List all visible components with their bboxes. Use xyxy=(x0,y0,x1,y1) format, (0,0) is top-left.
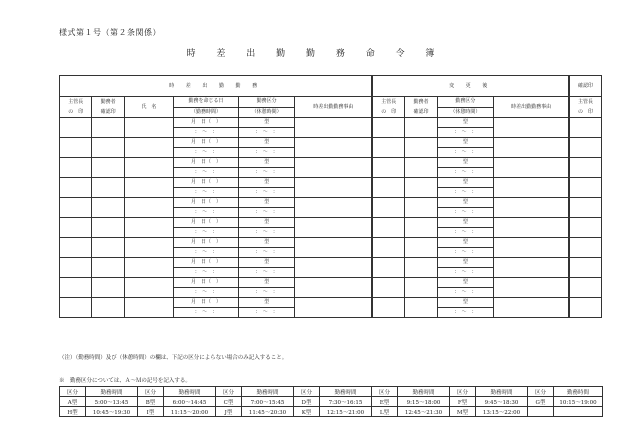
reason-cell[interactable] xyxy=(295,158,372,178)
worker-seal-cell[interactable] xyxy=(92,258,124,278)
work-type-hours: 7:30～16:15 xyxy=(320,397,372,407)
change-worker-seal-cell[interactable] xyxy=(405,218,437,238)
break-time-cell[interactable]: ： ～ ： xyxy=(238,208,294,218)
codes-header-row xyxy=(60,387,603,397)
supervisor-seal-cell[interactable] xyxy=(60,238,92,258)
work-type-cell[interactable]: 型 xyxy=(238,258,294,268)
change-work-type-cell[interactable]: 型 xyxy=(437,158,493,168)
change-break-time-cell[interactable]: ： ～ ： xyxy=(437,128,493,138)
work-time-cell[interactable]: ： ～ ： xyxy=(174,128,239,138)
header-order-date: 勤務を命じる日 xyxy=(174,97,239,108)
change-supervisor-seal-cell[interactable] xyxy=(372,278,404,298)
worker-seal-cell[interactable] xyxy=(92,298,124,318)
work-type-code: K型 xyxy=(294,407,320,417)
reason-cell[interactable] xyxy=(295,278,372,298)
change-break-time-cell[interactable]: ： ～ ： xyxy=(437,168,493,178)
worker-seal-cell[interactable] xyxy=(92,118,124,138)
work-time-cell[interactable]: ： ～ ： xyxy=(174,188,239,198)
work-type-code: B型 xyxy=(138,397,164,407)
work-type-hours: 10:45～19:30 xyxy=(86,407,138,417)
work-type-cell[interactable]: 型 xyxy=(238,198,294,208)
codes-header-category: 区分 xyxy=(138,387,164,397)
confirm-seal-cell[interactable] xyxy=(569,238,602,258)
name-cell[interactable] xyxy=(124,198,173,218)
break-time-cell[interactable]: ： ～ ： xyxy=(238,268,294,278)
codes-header-hours: 勤務時間 xyxy=(554,387,603,397)
confirm-seal-cell[interactable] xyxy=(569,138,602,158)
order-date-cell[interactable]: 月 日（ ） xyxy=(174,118,239,128)
work-time-cell[interactable]: ： ～ ： xyxy=(174,248,239,258)
work-type-hours: 9:45～18:30 xyxy=(476,397,528,407)
work-type-hours: 5:00～13:45 xyxy=(86,397,138,407)
name-cell[interactable] xyxy=(124,218,173,238)
change-worker-seal-cell[interactable] xyxy=(405,298,437,318)
header-change-supervisor-seal: 主管長 の 印 xyxy=(372,97,404,118)
codes-header-category: 区分 xyxy=(450,387,476,397)
change-work-type-cell[interactable]: 型 xyxy=(437,278,493,288)
work-type-code: L型 xyxy=(372,407,398,417)
order-date-cell[interactable]: 月 日（ ） xyxy=(174,278,239,288)
reason-cell[interactable] xyxy=(295,258,372,278)
work-time-cell[interactable]: ： ～ ： xyxy=(174,208,239,218)
ledger-entry-row xyxy=(60,158,602,168)
change-worker-seal-cell[interactable] xyxy=(405,138,437,158)
change-supervisor-seal-cell[interactable] xyxy=(372,258,404,278)
break-time-cell[interactable]: ： ～ ： xyxy=(238,148,294,158)
ledger-entry-row xyxy=(60,298,602,308)
change-supervisor-seal-cell[interactable] xyxy=(372,118,404,138)
order-date-cell[interactable]: 月 日（ ） xyxy=(174,198,239,208)
break-time-cell[interactable]: ： ～ ： xyxy=(238,128,294,138)
work-type-code: A型 xyxy=(60,397,86,407)
codes-header-hours: 勤務時間 xyxy=(164,387,216,397)
change-break-time-cell[interactable]: ： ～ ： xyxy=(437,248,493,258)
header-break-time: （休憩時間） xyxy=(238,107,294,118)
worker-seal-cell[interactable] xyxy=(92,238,124,258)
ledger-entry-row xyxy=(60,238,602,248)
confirm-seal-cell[interactable] xyxy=(569,178,602,198)
change-worker-seal-cell[interactable] xyxy=(405,118,437,138)
break-time-cell[interactable]: ： ～ ： xyxy=(238,188,294,198)
change-break-time-cell[interactable]: ： ～ ： xyxy=(437,148,493,158)
change-worker-seal-cell[interactable] xyxy=(405,178,437,198)
header-change-reason: 時差出勤勤務事由 xyxy=(494,97,569,118)
work-type-cell[interactable]: 型 xyxy=(238,238,294,248)
change-work-type-cell[interactable]: 型 xyxy=(437,178,493,188)
break-time-cell[interactable]: ： ～ ： xyxy=(238,308,294,318)
ledger-entry-row xyxy=(60,118,602,128)
change-reason-cell[interactable] xyxy=(494,238,569,258)
form-number: 様式第１号（第２条関係） xyxy=(59,28,161,37)
header-reason: 時差出勤勤務事由 xyxy=(295,97,372,118)
change-work-type-cell[interactable]: 型 xyxy=(437,138,493,148)
header-name: 氏 名 xyxy=(124,97,173,118)
supervisor-seal-cell[interactable] xyxy=(60,138,92,158)
codes-row xyxy=(60,407,603,417)
name-cell[interactable] xyxy=(124,238,173,258)
codes-header-hours: 勤務時間 xyxy=(242,387,294,397)
break-time-cell[interactable]: ： ～ ： xyxy=(238,168,294,178)
supervisor-seal-cell[interactable] xyxy=(60,218,92,238)
change-reason-cell[interactable] xyxy=(494,138,569,158)
name-cell[interactable] xyxy=(124,278,173,298)
work-type-cell[interactable]: 型 xyxy=(238,178,294,188)
worker-seal-cell[interactable] xyxy=(92,198,124,218)
work-time-cell[interactable]: ： ～ ： xyxy=(174,308,239,318)
confirm-seal-cell[interactable] xyxy=(569,118,602,138)
codes-header-category: 区分 xyxy=(294,387,320,397)
order-date-cell[interactable]: 月 日（ ） xyxy=(174,158,239,168)
change-worker-seal-cell[interactable] xyxy=(405,258,437,278)
codes-header-category: 区分 xyxy=(528,387,554,397)
change-work-type-cell[interactable]: 型 xyxy=(437,218,493,228)
work-type-hours: 12:15～21:00 xyxy=(320,407,372,417)
reason-cell[interactable] xyxy=(295,118,372,138)
change-worker-seal-cell[interactable] xyxy=(405,198,437,218)
change-reason-cell[interactable] xyxy=(494,298,569,318)
header-change-work-type: 勤務区分 xyxy=(437,97,493,108)
codes-header-hours: 勤務時間 xyxy=(398,387,450,397)
work-type-hours: 9:15～18:00 xyxy=(398,397,450,407)
change-supervisor-seal-cell[interactable] xyxy=(372,298,404,318)
confirm-seal-cell[interactable] xyxy=(569,298,602,318)
supervisor-seal-cell[interactable] xyxy=(60,178,92,198)
work-type-cell[interactable]: 型 xyxy=(238,158,294,168)
order-date-cell[interactable]: 月 日（ ） xyxy=(174,238,239,248)
change-worker-seal-cell[interactable] xyxy=(405,158,437,178)
name-cell[interactable] xyxy=(124,178,173,198)
work-type-hours: 6:00～14:45 xyxy=(164,397,216,407)
supervisor-seal-cell[interactable] xyxy=(60,198,92,218)
ledger-entry-row xyxy=(60,198,602,208)
work-type-code: G型 xyxy=(528,397,554,407)
work-type-cell[interactable]: 型 xyxy=(238,278,294,288)
work-type-code: E型 xyxy=(372,397,398,407)
worker-seal-cell[interactable] xyxy=(92,158,124,178)
change-work-type-cell[interactable]: 型 xyxy=(437,238,493,248)
worker-seal-cell[interactable] xyxy=(92,178,124,198)
reason-cell[interactable] xyxy=(295,238,372,258)
change-supervisor-seal-cell[interactable] xyxy=(372,138,404,158)
name-cell[interactable] xyxy=(124,158,173,178)
work-type-code: I型 xyxy=(138,407,164,417)
break-time-cell[interactable]: ： ～ ： xyxy=(238,248,294,258)
worker-seal-cell[interactable] xyxy=(92,278,124,298)
change-reason-cell[interactable] xyxy=(494,198,569,218)
work-type-code: H型 xyxy=(60,407,86,417)
ledger-entry-row xyxy=(60,178,602,188)
change-break-time-cell[interactable]: ： ～ ： xyxy=(437,268,493,278)
work-type-code: M型 xyxy=(450,407,476,417)
header-change-worker-seal: 勤務者 確認印 xyxy=(405,97,437,118)
seal-section-header: 確認印 xyxy=(569,76,602,97)
change-supervisor-seal-cell[interactable] xyxy=(372,158,404,178)
order-date-cell[interactable]: 月 日（ ） xyxy=(174,218,239,228)
change-supervisor-seal-cell[interactable] xyxy=(372,218,404,238)
reason-cell[interactable] xyxy=(295,198,372,218)
header-work-type: 勤務区分 xyxy=(238,97,294,108)
reason-cell[interactable] xyxy=(295,218,372,238)
codes-header-hours: 勤務時間 xyxy=(320,387,372,397)
codes-header-hours: 勤務時間 xyxy=(476,387,528,397)
work-type-code xyxy=(528,407,554,417)
change-reason-cell[interactable] xyxy=(494,118,569,138)
name-cell[interactable] xyxy=(124,258,173,278)
order-date-cell[interactable]: 月 日（ ） xyxy=(174,178,239,188)
work-type-cell[interactable]: 型 xyxy=(238,218,294,228)
header-worker-seal: 勤務者 確認印 xyxy=(92,97,124,118)
codes-header-hours: 勤務時間 xyxy=(86,387,138,397)
header-change-break-time: （休憩時間） xyxy=(437,107,493,118)
change-reason-cell[interactable] xyxy=(494,258,569,278)
change-work-type-cell[interactable]: 型 xyxy=(437,118,493,128)
work-type-hours: 13:15～22:00 xyxy=(476,407,528,417)
order-section-header: 時 差 出 勤 勤 務 xyxy=(60,76,373,97)
change-worker-seal-cell[interactable] xyxy=(405,278,437,298)
reason-cell[interactable] xyxy=(295,298,372,318)
worker-seal-cell[interactable] xyxy=(92,138,124,158)
header-confirm-seal: 主管長 の 印 xyxy=(569,97,602,118)
work-time-cell[interactable]: ： ～ ： xyxy=(174,148,239,158)
change-reason-cell[interactable] xyxy=(494,278,569,298)
work-type-hours: 10:15～19:00 xyxy=(554,397,603,407)
change-reason-cell[interactable] xyxy=(494,158,569,178)
supervisor-seal-cell[interactable] xyxy=(60,298,92,318)
codes-header-category: 区分 xyxy=(216,387,242,397)
work-type-hours xyxy=(554,407,603,417)
change-section-header: 変 更 後 xyxy=(372,76,569,97)
change-supervisor-seal-cell[interactable] xyxy=(372,198,404,218)
change-reason-cell[interactable] xyxy=(494,178,569,198)
work-time-cell[interactable]: ： ～ ： xyxy=(174,168,239,178)
note-text: （注）（勤務時間）及び（休憩時間）の欄は、下記の区分によらない場合のみ記入すること。 xyxy=(59,355,288,361)
change-reason-cell[interactable] xyxy=(494,218,569,238)
break-time-cell[interactable]: ： ～ ： xyxy=(238,228,294,238)
work-type-hours: 11:15～20:00 xyxy=(164,407,216,417)
work-type-code: D型 xyxy=(294,397,320,407)
change-break-time-cell[interactable]: ： ～ ： xyxy=(437,308,493,318)
work-type-code: J型 xyxy=(216,407,242,417)
codes-note: ※ 勤務区分については、Ａ～Ｍの記号を記入する。 xyxy=(59,378,191,384)
change-work-type-cell[interactable]: 型 xyxy=(437,198,493,208)
change-work-type-cell[interactable]: 型 xyxy=(437,298,493,308)
worker-seal-cell[interactable] xyxy=(92,218,124,238)
codes-row xyxy=(60,397,603,407)
ledger-entry-row xyxy=(60,218,602,228)
order-date-cell[interactable]: 月 日（ ） xyxy=(174,258,239,268)
confirm-seal-cell[interactable] xyxy=(569,218,602,238)
codes-header-category: 区分 xyxy=(372,387,398,397)
confirm-seal-cell[interactable] xyxy=(569,258,602,278)
order-ledger-table xyxy=(59,75,602,318)
change-supervisor-seal-cell[interactable] xyxy=(372,238,404,258)
order-date-cell[interactable]: 月 日（ ） xyxy=(174,298,239,308)
supervisor-seal-cell[interactable] xyxy=(60,118,92,138)
work-time-cell[interactable]: ： ～ ： xyxy=(174,268,239,278)
codes-header-category: 区分 xyxy=(60,387,86,397)
confirm-seal-cell[interactable] xyxy=(569,158,602,178)
ledger-entry-row xyxy=(60,258,602,268)
order-date-cell[interactable]: 月 日（ ） xyxy=(174,138,239,148)
reason-cell[interactable] xyxy=(295,138,372,158)
confirm-seal-cell[interactable] xyxy=(569,278,602,298)
work-type-cell[interactable]: 型 xyxy=(238,138,294,148)
confirm-seal-cell[interactable] xyxy=(569,198,602,218)
work-type-code: C型 xyxy=(216,397,242,407)
change-supervisor-seal-cell[interactable] xyxy=(372,178,404,198)
change-break-time-cell[interactable]: ： ～ ： xyxy=(437,288,493,298)
supervisor-seal-cell[interactable] xyxy=(60,258,92,278)
name-cell[interactable] xyxy=(124,298,173,318)
ledger-entry-row xyxy=(60,278,602,288)
change-break-time-cell[interactable]: ： ～ ： xyxy=(437,188,493,198)
work-time-cell[interactable]: ： ～ ： xyxy=(174,228,239,238)
work-type-hours: 12:45～21:30 xyxy=(398,407,450,417)
work-type-cell[interactable]: 型 xyxy=(238,118,294,128)
supervisor-seal-cell[interactable] xyxy=(60,278,92,298)
work-type-cell[interactable]: 型 xyxy=(238,298,294,308)
header-work-time: （勤務時間） xyxy=(174,107,239,118)
work-type-codes-table xyxy=(59,386,603,417)
ledger-entry-row xyxy=(60,138,602,148)
work-time-cell[interactable]: ： ～ ： xyxy=(174,288,239,298)
reason-cell[interactable] xyxy=(295,178,372,198)
header-supervisor-seal: 主管長 の 印 xyxy=(60,97,92,118)
break-time-cell[interactable]: ： ～ ： xyxy=(238,288,294,298)
name-cell[interactable] xyxy=(124,118,173,138)
work-type-hours: 7:00～15:45 xyxy=(242,397,294,407)
change-break-time-cell[interactable]: ： ～ ： xyxy=(437,208,493,218)
work-type-code: F型 xyxy=(450,397,476,407)
name-cell[interactable] xyxy=(124,138,173,158)
document-title: 時 差 出 勤 勤 務 命 令 簿 xyxy=(186,49,444,59)
change-break-time-cell[interactable]: ： ～ ： xyxy=(437,228,493,238)
change-work-type-cell[interactable]: 型 xyxy=(437,258,493,268)
supervisor-seal-cell[interactable] xyxy=(60,158,92,178)
change-worker-seal-cell[interactable] xyxy=(405,238,437,258)
work-type-hours: 11:45～20:30 xyxy=(242,407,294,417)
